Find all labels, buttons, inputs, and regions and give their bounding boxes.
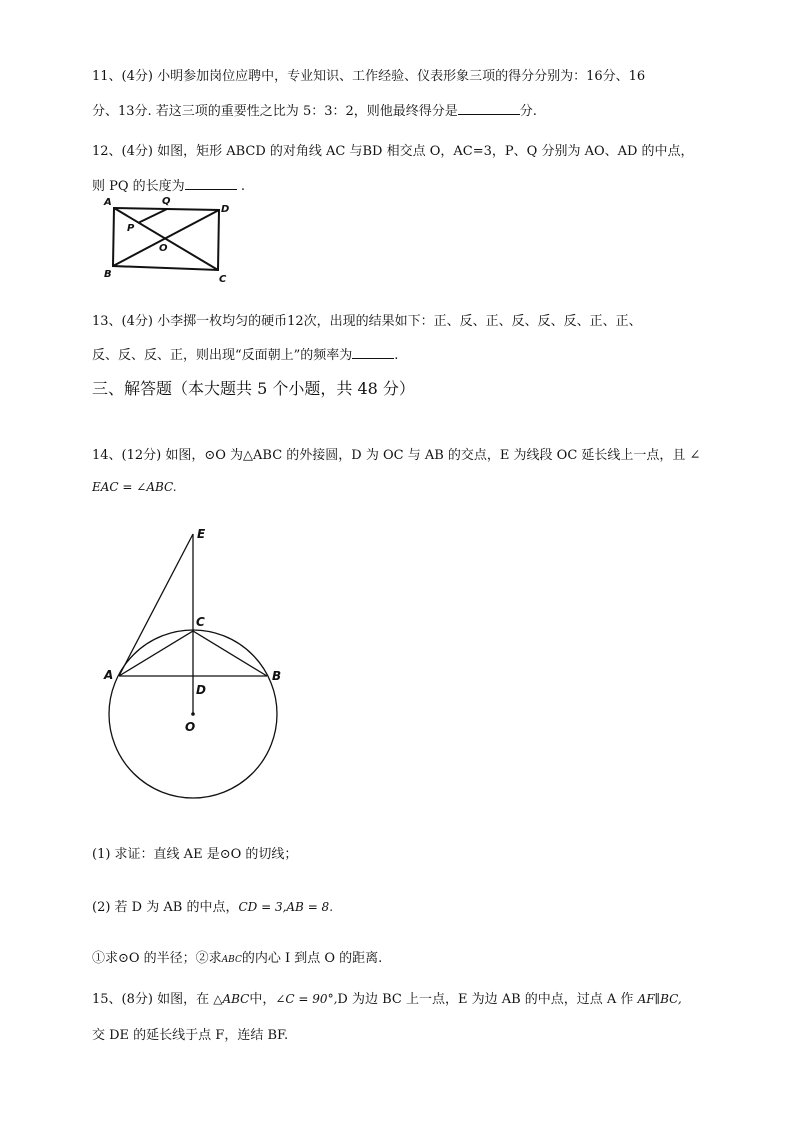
q11-line2-before: 分、13分. 若这三项的重要性之比为 5：3：2，则他最终得分是: [92, 104, 458, 119]
q15-line1-a: 15、(8分) 如图，在: [92, 992, 210, 1007]
q12-answer-blank: [185, 177, 237, 190]
q11-line1: 11、(4分) 小明参加岗位应聘中，专业知识、工作经验、仪表形象三项的得分分别为：16分、16: [92, 69, 646, 84]
q13-answer-blank: [352, 346, 394, 359]
segment-ae: [119, 534, 193, 676]
label-c2: C: [196, 615, 205, 629]
q13-line2-before: 反、反、反、正，则出现“反面朝上”的频率为: [92, 348, 353, 363]
segment-pq: [138, 209, 167, 223]
q14-part3-before: ①求⊙O 的半径；②求: [92, 951, 222, 966]
q15-line1-math3: AF∥BC,: [637, 992, 682, 1006]
q12-line1: 12、(4分) 如图，矩形 ABCD 的对角线 AC 与BD 相交点 O，AC=3，P、Q 分别为 AO、AD 的中点，: [92, 144, 694, 159]
q15-line1-math1: △ABC: [213, 992, 250, 1006]
q13-line2: [92, 344, 398, 363]
segment-cb: [193, 631, 267, 676]
label-o: O: [159, 243, 168, 254]
label-p: P: [127, 223, 135, 234]
q11-answer-blank: [458, 102, 520, 115]
q15-line1-c: D 为边 BC 上一点，E 为边 AB 的中点，过点 A 作: [337, 992, 634, 1007]
q14-part2: [92, 896, 333, 915]
section3-heading: 三、解答题（本大题共 5 个小题，共 48 分）: [92, 379, 415, 398]
label-q: Q: [162, 196, 171, 207]
label-a2: A: [104, 668, 114, 682]
q12-line2-before: 则 PQ 的长度为: [92, 179, 185, 194]
q12-line2-after: .: [240, 179, 245, 194]
q15-line1: [92, 988, 682, 1007]
center-o-dot: [191, 712, 195, 716]
q14-part2-math: CD = 3,AB = 8.: [238, 900, 334, 914]
diagonal-bd: [113, 210, 219, 266]
q11-line2-after: 分.: [519, 104, 537, 119]
q14-part3-math: ABC: [221, 955, 242, 965]
q14-part1: (1) 求证：直线 AE 是⊙O 的切线；: [92, 847, 298, 862]
q14-circle-figure: [96, 518, 296, 808]
q14-part3: [92, 947, 382, 966]
q11-line2: [92, 100, 537, 119]
label-d2: D: [196, 683, 206, 697]
q13-line1: 13、(4分) 小李掷一枚均匀的硬币12次，出现的结果如下：正、反、正、反、反、反、正、正、: [92, 314, 642, 329]
q14-part2-before: (2) 若 D 为 AB 的中点，: [92, 900, 239, 915]
label-a: A: [104, 197, 112, 208]
label-d: D: [221, 204, 230, 215]
q13-line2-after: .: [394, 348, 399, 363]
q15-line1-math2: ∠C = 90°,: [275, 992, 338, 1006]
q14-line1: 14、(12分) 如图，⊙O 为△ABC 的外接圆，D 为 OC 与 AB 的交点，E 为线段 OC 延长线上一点，且 ∠: [92, 448, 701, 463]
q15-line1-b: 中，: [249, 992, 276, 1007]
label-b: B: [104, 269, 112, 280]
label-b2: B: [272, 669, 282, 683]
label-e: E: [197, 527, 206, 541]
q12-rectangle-figure: [98, 192, 238, 287]
label-o2: O: [185, 720, 196, 734]
label-c: C: [219, 274, 227, 285]
q15-line2: 交 DE 的延长线于点 F，连结 BF.: [92, 1028, 289, 1043]
q14-line2: EAC = ∠ABC.: [92, 480, 177, 494]
q14-part3-after: 的内心 I 到点 O 的距离.: [241, 951, 383, 966]
